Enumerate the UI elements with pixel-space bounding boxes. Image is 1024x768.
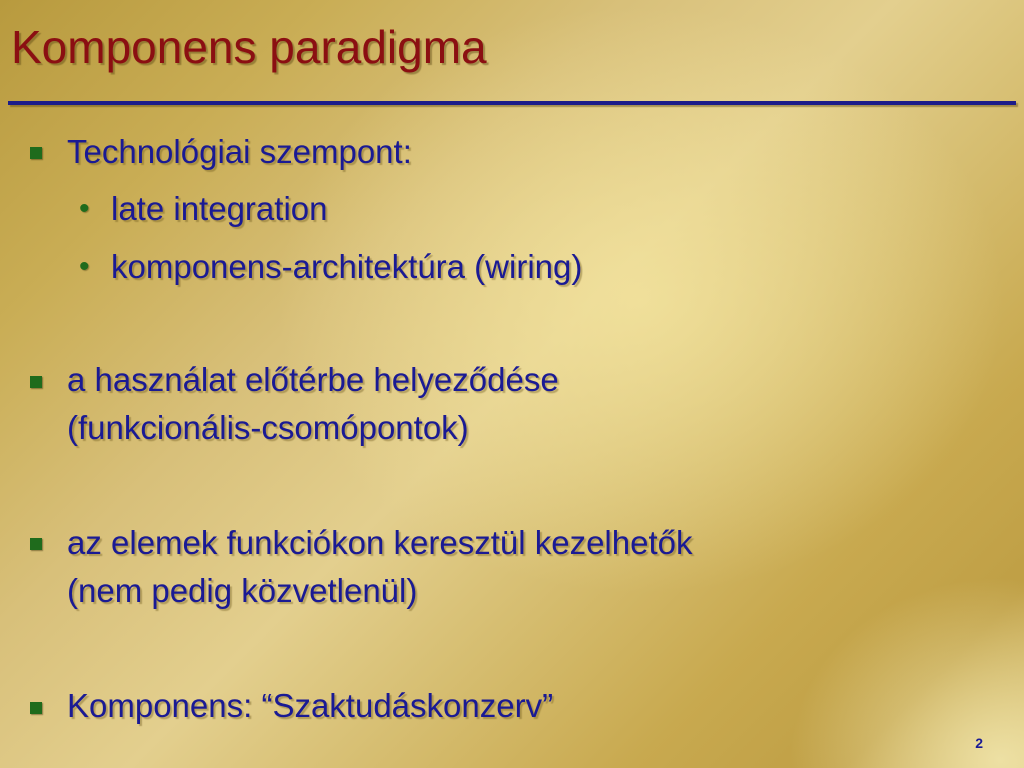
bullet-2-line-1: a használat előtérbe helyeződése: [67, 361, 559, 398]
square-bullet-icon: [30, 147, 42, 159]
bullet-1-sub-2: komponens-architektúra (wiring): [111, 248, 583, 285]
bullet-1-sub-1: late integration: [111, 190, 328, 227]
bullet-4-text: Komponens: “Szaktudáskonzerv”: [67, 687, 554, 724]
slide-title: Komponens paradigma: [11, 21, 487, 73]
bullet-3-line-2: (nem pedig közvetlenül): [67, 572, 418, 609]
bullet-3-line-1: az elemek funkciókon keresztül kezelhetők: [67, 524, 693, 561]
round-bullet-icon: •: [79, 250, 90, 283]
round-bullet-icon: •: [79, 192, 90, 225]
page-number: 2: [975, 735, 983, 751]
bullet-1-text: Technológiai szempont:: [67, 133, 412, 170]
square-bullet-icon: [30, 376, 42, 388]
square-bullet-icon: [30, 702, 42, 714]
bullet-2-line-2: (funkcionális-csomópontok): [67, 409, 469, 446]
square-bullet-icon: [30, 538, 42, 550]
